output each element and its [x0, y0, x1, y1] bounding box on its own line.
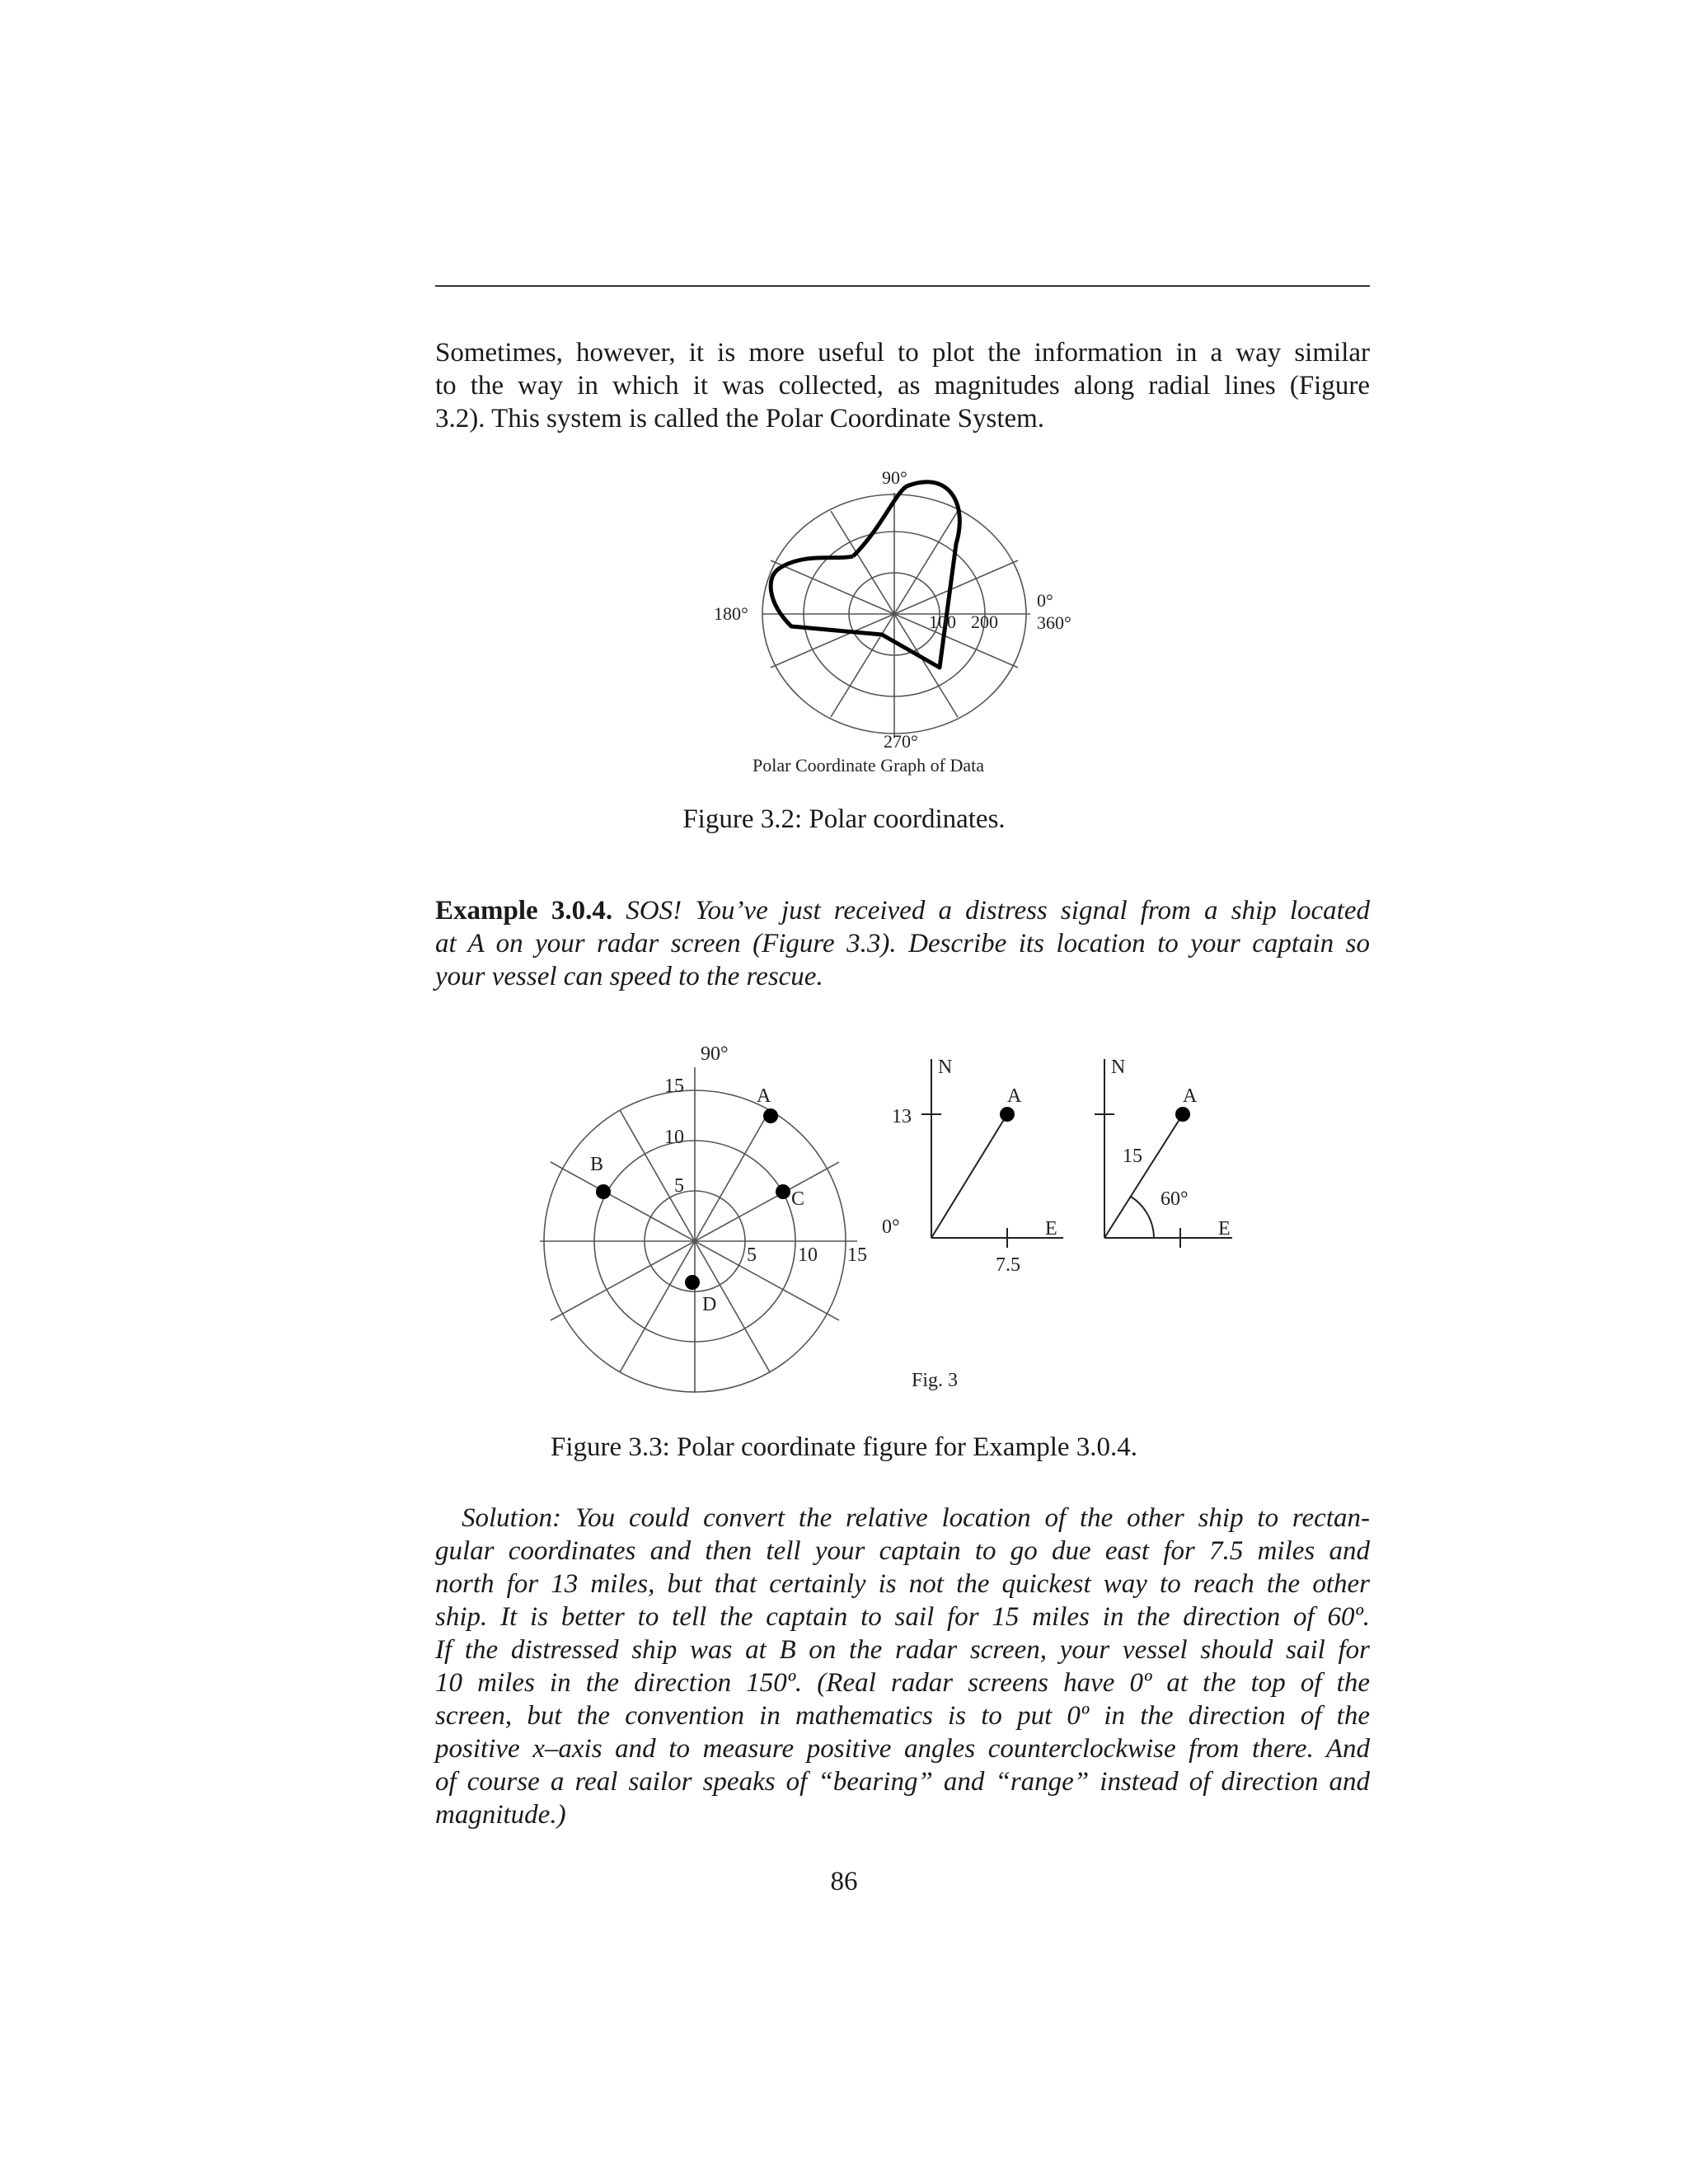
figure-3-2-caption: Figure 3.2: Polar coordinates. [682, 804, 1006, 834]
example-line: your vessel can speed to the rescue. [435, 962, 823, 991]
solution-line: ship. It is better to tell the captain to sail for 15 miles in the direction of 60º. [435, 1602, 1370, 1632]
polar-angle: 60° [1160, 1188, 1189, 1210]
radar-point-c [776, 1184, 790, 1199]
radar-point-b [596, 1184, 611, 1199]
figure-3-3-caption: Figure 3.3: Polar coordinate figure for Example 3.0.4. [550, 1432, 1138, 1462]
fig32-label-360: 360° [1037, 612, 1071, 633]
example-line [435, 894, 1370, 927]
radar-ring-label-15: 15 [664, 1076, 684, 1097]
solution-line: magnitude.) [435, 1800, 566, 1830]
fig32-label-180: 180° [714, 603, 748, 624]
rect-point-label: A [1007, 1085, 1022, 1107]
solution-line: of course a real sailor speaks of “bearing” and “range” instead of direction and [435, 1767, 1370, 1797]
example-first-line-rest: SOS! You’ve just received a distress signal from a ship located [612, 896, 1370, 926]
page-number: 86 [830, 1867, 858, 1896]
polar-length: 15 [1123, 1146, 1142, 1167]
example-heading: Example 3.0.4. [435, 896, 613, 926]
radar-ring-label-5: 5 [674, 1175, 684, 1197]
radar-ring-label-10: 10 [664, 1127, 684, 1148]
solution-paragraph [435, 1502, 1370, 1831]
solution-line: Solution: You could convert the relative location of the other ship to rectan- [462, 1503, 1370, 1533]
solution-line: positive x–axis and to measure positive angles counterclockwise from there. And [435, 1734, 1370, 1764]
heart-curve [771, 482, 959, 668]
polar-grid [762, 493, 1030, 738]
fig32-label-270: 270° [884, 731, 918, 752]
solution-line: screen, but the convention in mathematics is to put 0º in the direction of the [435, 1701, 1370, 1731]
fig32-tick-100: 100 [929, 612, 956, 632]
intro-line: 3.2). This system is called the Polar Coordinate System. [435, 404, 1045, 434]
intro-line: to the way in which it was collected, as magnitudes along radial lines (Figure [435, 371, 1370, 401]
rect-point-a [1000, 1107, 1015, 1122]
rect-axes [921, 1059, 1063, 1248]
radar-label-c: C [791, 1188, 805, 1210]
radar-label-d: D [702, 1294, 717, 1315]
intro-line: Sometimes, however, it is more useful to plot the information in a way similar [435, 338, 1370, 368]
rect-y-tick: 13 [892, 1106, 912, 1127]
polar-north: N [1111, 1057, 1126, 1078]
example-paragraph [435, 894, 1370, 993]
rect-x-tick: 7.5 [996, 1254, 1020, 1276]
radar-ring-label-15-h: 15 [847, 1244, 867, 1266]
example-line: at A on your radar screen (Figure 3.3). Describe its location to your captain so [435, 929, 1370, 958]
solution-line: north for 13 miles, but that certainly is not the quickest way to reach the other [435, 1569, 1370, 1599]
intro-paragraph [435, 336, 1370, 435]
radar-label-b: B [590, 1154, 604, 1175]
header-rule [435, 285, 1370, 287]
fig32-graph-title: Polar Coordinate Graph of Data [753, 755, 985, 776]
polar-point-label: A [1183, 1085, 1198, 1107]
polar-axes [1095, 1059, 1232, 1248]
radar-label-a: A [757, 1085, 771, 1107]
rect-north: N [938, 1057, 953, 1078]
fig32-tick-200: 200 [971, 612, 998, 632]
radar-point-d [685, 1275, 700, 1290]
solution-line: 10 miles in the direction 150º. (Real radar screens have 0º at the top of the [435, 1668, 1370, 1698]
fig32-label-90: 90° [882, 467, 907, 488]
radar-points [596, 1108, 790, 1290]
radar-label-90: 90° [701, 1043, 729, 1065]
radar-label-0: 0° [882, 1216, 900, 1238]
radar-ring-label-5-h: 5 [747, 1244, 757, 1266]
polar-point-a [1175, 1107, 1190, 1122]
radar-ring-label-10-h: 10 [798, 1244, 818, 1266]
solution-line: gular coordinates and then tell your captain to go due east for 7.5 miles and [435, 1536, 1370, 1566]
polar-east: E [1218, 1218, 1231, 1240]
radar-grid [540, 1067, 857, 1393]
rect-east: E [1045, 1218, 1057, 1240]
solution-line: If the distressed ship was at B on the radar screen, your vessel should sail for [435, 1635, 1370, 1665]
fig3-label: Fig. 3 [912, 1370, 959, 1391]
fig32-label-0: 0° [1037, 590, 1053, 611]
radar-point-a [763, 1108, 778, 1123]
